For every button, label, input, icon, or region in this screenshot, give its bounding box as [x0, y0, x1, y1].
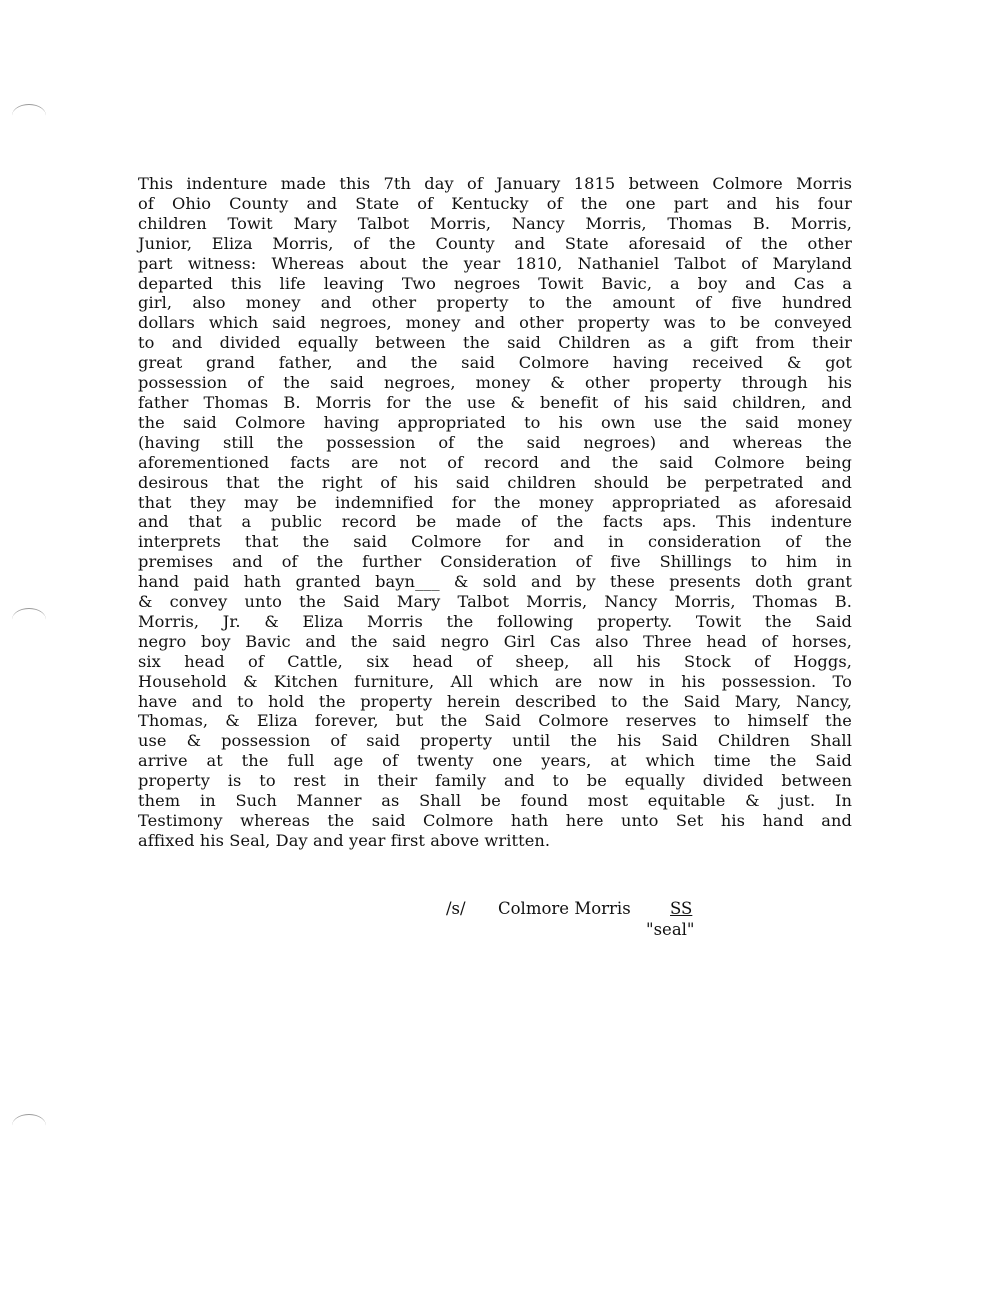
text-line: use & possession of said property until the his Said Children Shall — [138, 731, 852, 751]
text-line: the said Colmore having appropriated to his own use the said money — [138, 412, 852, 432]
text-line: Testimony whereas the said Colmore hath here unto Set his hand and — [138, 811, 852, 830]
text-line: property is to rest in their family and to be equally divided between — [138, 771, 852, 791]
text-line: part witness: Whereas about the year 1810, Nathaniel Talbot of Maryland — [138, 253, 852, 273]
signature-block — [446, 898, 746, 939]
text-line: six head of Cattle, six head of sheep, all his Stock of Hoggs, — [138, 651, 852, 671]
indenture-text — [138, 174, 852, 851]
text-line: interprets that the said Colmore for and in consideration of the — [138, 532, 852, 552]
punch-hole-mark — [12, 608, 46, 631]
text-line: and that a public record be made of the facts aps. This indenture — [138, 512, 852, 532]
text-line: that they may be indemnified for the money appropriated as aforesaid — [138, 492, 852, 512]
text-line: departed this life leaving Two negroes Towit Bavic, a boy and Cas a — [138, 273, 852, 293]
text-line: This indenture made this 7th day of January 1815 between Colmore Morris — [138, 174, 852, 193]
text-line: desirous that the right of his said children should be perpetrated and — [138, 472, 852, 492]
text-line: & convey unto the Said Mary Talbot Morris, Nancy Morris, Thomas B. — [138, 592, 852, 612]
text-line: Junior, Eliza Morris, of the County and State aforesaid of the other — [138, 233, 852, 253]
seal-label: "seal" — [646, 920, 695, 939]
text-line: Household & Kitchen furniture, All which are now in his possession. To — [138, 671, 852, 691]
punch-hole-mark — [12, 104, 46, 127]
text-line: affixed his Seal, Day and year first above written. — [138, 830, 551, 850]
text-line: (having still the possession of the said negroes) and whereas the — [138, 432, 852, 452]
text-line: premises and of the further Consideration of five Shillings to him in — [138, 552, 852, 572]
signature-line — [446, 898, 746, 919]
text-line: Thomas, & Eliza forever, but the Said Colmore reserves to himself the — [138, 711, 852, 731]
text-line: negro boy Bavic and the said negro Girl Cas also Three head of horses, — [138, 631, 852, 651]
text-line: to and divided equally between the said Children as a gift from their — [138, 333, 852, 353]
text-line: possession of the said negroes, money & other property through his — [138, 373, 852, 393]
text-line: dollars which said negroes, money and other property was to be conveyed — [138, 313, 852, 333]
signer-name: Colmore Morris — [498, 899, 631, 918]
text-line: father Thomas B. Morris for the use & benefit of his said children, and — [138, 392, 852, 412]
text-line: children Towit Mary Talbot Morris, Nancy Morris, Thomas B. Morris, — [138, 213, 852, 233]
text-line: aforementioned facts are not of record and the said Colmore being — [138, 452, 852, 472]
text-line: of Ohio County and State of Kentucky of the one part and his four — [138, 193, 852, 213]
text-line: great grand father, and the said Colmore having received & got — [138, 353, 852, 373]
punch-hole-mark — [12, 1114, 46, 1137]
signature-mark: /s/ — [446, 899, 466, 918]
text-line: have and to hold the property herein described to the Said Mary, Nancy, — [138, 691, 852, 711]
text-line: arrive at the full age of twenty one years, at which time the Said — [138, 751, 852, 771]
text-line: Morris, Jr. & Eliza Morris the following property. Towit the Said — [138, 611, 852, 631]
text-line: them in Such Manner as Shall be found most equitable & just. In — [138, 791, 852, 811]
text-line: girl, also money and other property to the amount of five hundred — [138, 293, 852, 313]
ss-mark: SS — [670, 899, 693, 918]
text-line: hand paid hath granted bayn___ & sold and by these presents doth grant — [138, 572, 852, 592]
